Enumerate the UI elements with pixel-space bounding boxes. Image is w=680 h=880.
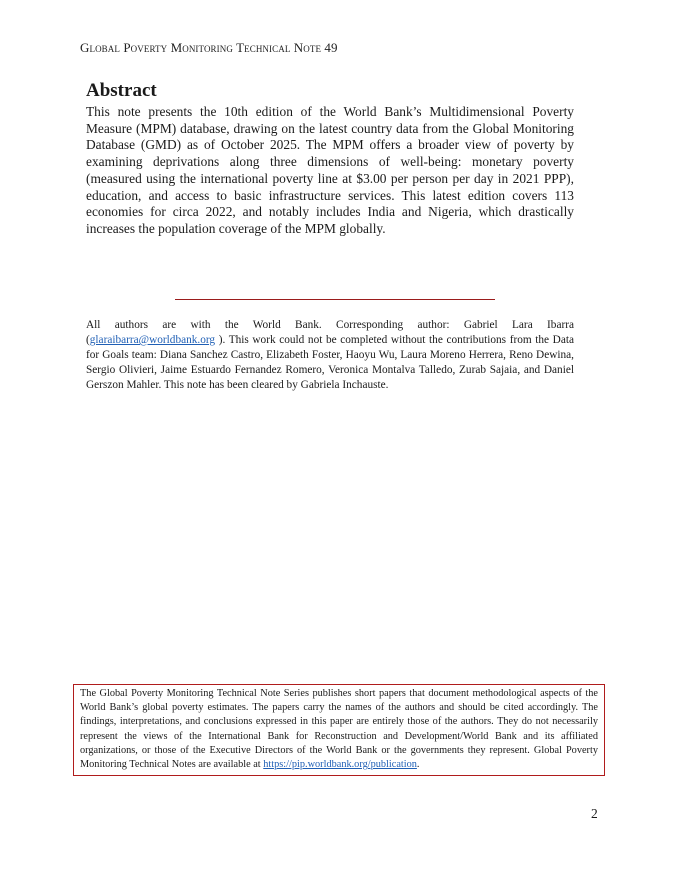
disclaimer-end: .: [416, 759, 420, 771]
disclaimer-paragraph: [80, 687, 598, 772]
abstract-heading: Abstract: [86, 80, 157, 101]
running-header: Global Poverty Monitoring Technical Note 49: [80, 40, 338, 55]
section-divider: [175, 299, 495, 300]
footnote-text-before: All authors are with the World Bank. Corresponding author: Gabriel Lara Ibarra (: [86, 319, 574, 346]
publication-link[interactable]: https://pip.worldbank.org/publication: [263, 759, 417, 771]
disclaimer-box: [73, 684, 605, 776]
author-footnote: [86, 318, 574, 393]
disclaimer-text: The Global Poverty Monitoring Technical Note Series publishes short papers that document methodological aspects of the World Bank’s global poverty estimates. The papers carry the names of the authors and should be cited accordingly. The findings, interpretations, and conclusions expressed in this paper are entirely those of the authors. They do not necessarily represent the views of the International Bank for Reconstruction and Development/World Bank and its affiliated organizations, or those of the Executive Directors of the World Bank or the governments they represent. Global Poverty Monitoring Technical Notes are available at: [80, 688, 598, 771]
abstract-body: This note presents the 10th edition of the World Bank’s Multidimensional Poverty Measure (MPM) database, drawing on the latest country data from the Global Monitoring Database (GMD) as of October 2025. The MPM offers a broader view of poverty by examining deprivations along three dimensions of well-being: monetary poverty (measured using the international poverty line at $3.00 per person per day in 2021 PPP), education, and access to basic infrastructure services. This latest edition covers 113 economies for circa 2022, and notably includes India and Nigeria, which drastically increases the population coverage of the MPM globally.: [86, 104, 574, 236]
page-number: 2: [591, 806, 598, 821]
author-email-link[interactable]: glaraibarra@worldbank.org: [89, 333, 216, 346]
footnote-text-after: ). This work could not be completed without the contributions from the Data for Goals team: Diana Sanchez Castro, Elizabeth Foster, Haoyu Wu, Laura Moreno Herrera, Reno Dewina, Sergio Olivieri, Jaime Estuardo Fernandez Romero, Veronica Montalva Talledo, Zurab Sajaia, and Daniel Gerszon Mahler. This note has been cleared by Gabriela Inchauste.: [86, 333, 574, 391]
